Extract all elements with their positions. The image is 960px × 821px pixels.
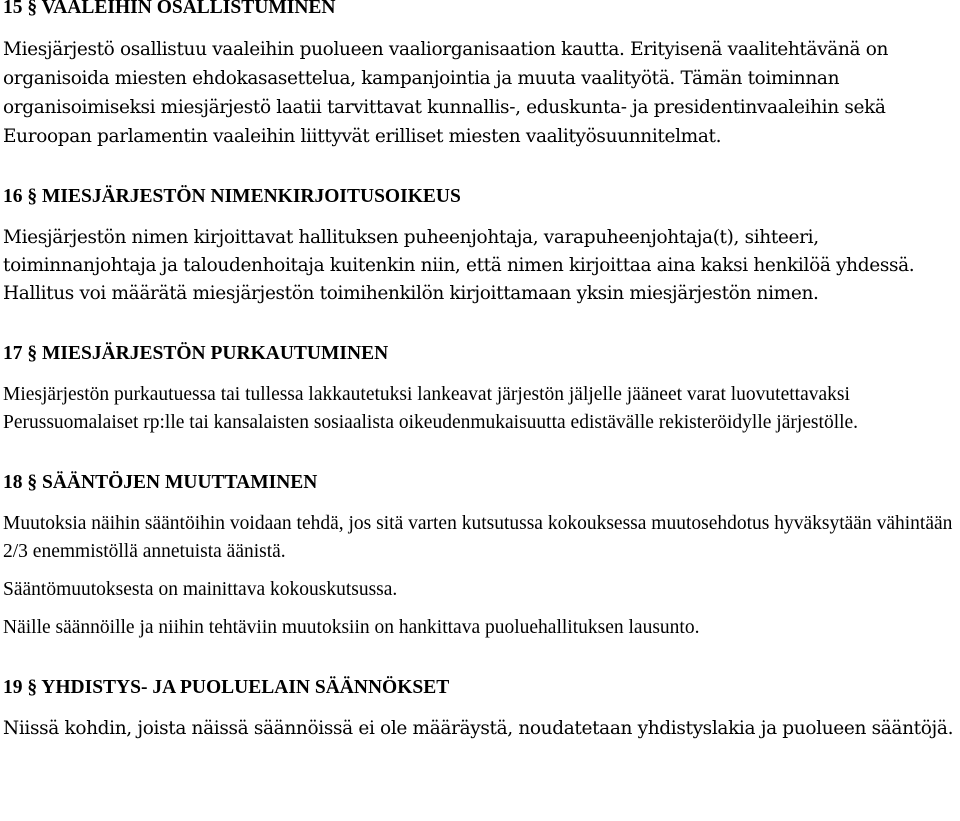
section-paragraph: Miesjärjestön nimen kirjoittavat hallituksen puheenjohtaja, varapuheenjohtaja(t), sihteeri, toiminnanjohtaja ja taloudenhoitaja kuitenkin niin, että nimen kirjoittaa aina kaksi henkilöä yhdessä. Hallitus voi määrätä miesjärjestön toimihenkilön kirjoittamaan yksin miesjärjestön nimen. [3, 227, 915, 304]
section-heading: 15 § VAALEIHIN OSALLISTUMINEN [3, 0, 336, 18]
section-15 [3, 0, 959, 151]
section-heading: 16 § MIESJÄRJESTÖN NIMENKIRJOITUSOIKEUS [3, 186, 461, 207]
section-17 [3, 340, 959, 437]
document-page [3, 0, 959, 743]
section-paragraph: Niissä kohdin, joista näissä säännöissä ei ole määräystä, noudatetaan yhdistyslakia ja puolueen sääntöjä. [3, 718, 954, 739]
section-heading: 18 § SÄÄNTÖJEN MUUTTAMINEN [3, 472, 318, 493]
section-paragraph: Muutoksia näihin sääntöihin voidaan tehdä, jos sitä varten kutsutussa kokouksessa muutosehdotus hyväksytään vähintään 2/3 enemmistöllä annetuista äänistä. [3, 513, 953, 562]
section-19 [3, 674, 959, 743]
section-heading: 17 § MIESJÄRJESTÖN PURKAUTUMINEN [3, 343, 389, 364]
section-paragraph: Miesjärjestö osallistuu vaaleihin puolueen vaaliorganisaation kautta. Erityisenä vaalitehtävänä on organisoida miesten ehdokasasettelua, kampanjointia ja muuta vaalityötä. Tämän toiminnan organisoimiseksi miesjärjestö laatii tarvittavat kunnallis-, eduskunta- ja presidentinvaaleihin sekä Euroopan parlamentin vaaleihin liittyvät erilliset miesten vaalityösuunnitelmat. [3, 39, 889, 147]
section-18 [3, 469, 959, 642]
section-heading: 19 § YHDISTYS- JA PUOLUELAIN SÄÄNNÖKSET [3, 677, 450, 698]
section-paragraph: Sääntömuutoksesta on mainittava kokouskutsussa. [3, 579, 398, 600]
section-paragraph: Näille säännöille ja niihin tehtäviin muutoksiin on hankittava puoluehallituksen lausunto. [3, 617, 700, 638]
section-paragraph: Miesjärjestön purkautuessa tai tullessa lakkautetuksi lankeavat järjestön jäljelle jääneet varat luovutettavaksi Perussuomalaiset rp:lle tai kansalaisten sosiaalista oikeudenmukaisuutta edistävälle rekisteröidylle järjestölle. [3, 384, 859, 433]
section-16 [3, 183, 959, 308]
